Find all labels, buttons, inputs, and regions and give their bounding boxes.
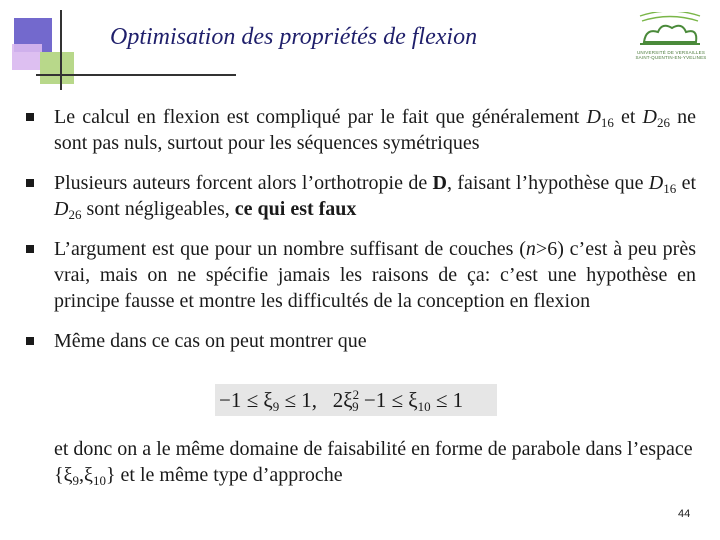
subscript: 26 xyxy=(657,115,670,130)
symbol-d: D xyxy=(586,106,601,128)
decor-vertical-line xyxy=(60,10,62,90)
subscript: 9 xyxy=(352,399,359,414)
symbol-d: D xyxy=(648,172,664,194)
bullet-square-icon xyxy=(26,245,34,253)
bullet-square-icon xyxy=(26,113,34,121)
bullet-square-icon xyxy=(26,179,34,187)
symbol-bold-d: D xyxy=(432,172,447,194)
slide-title: Optimisation des propriétés de flexion xyxy=(110,24,478,50)
text-part: et donc on a le même domaine de faisabilité en forme de parabole dans l’espace {ξ xyxy=(54,438,693,486)
formula-part: ≤ 1 xyxy=(430,388,464,412)
subscript: 9 xyxy=(72,473,80,488)
bullet-text: et xyxy=(613,106,643,128)
decor-square-lilac xyxy=(12,44,42,70)
logo-caption: UNIVERSITÉ DE VERSAILLES SAINT-QUENTIN-EN-YVELINES xyxy=(635,50,707,60)
decor-horizontal-line xyxy=(36,74,236,76)
superscript: 2 xyxy=(352,387,360,402)
formula-part: −1 ≤ ξ xyxy=(358,388,418,412)
bullet-text: sont négligeables, xyxy=(81,198,235,220)
bullet-text: L’argument est que pour un nombre suffisant de couches ( xyxy=(54,238,526,260)
bullet-text: Plusieurs auteurs forcent alors l’orthotropie de xyxy=(54,172,433,194)
symbol-d: D xyxy=(54,198,69,220)
subscript: 10 xyxy=(417,399,431,414)
subscript: 26 xyxy=(68,207,82,222)
bullet-item xyxy=(26,236,696,314)
bullet-item xyxy=(26,328,696,354)
symbol-d: D xyxy=(642,106,657,128)
bullet-list xyxy=(26,104,696,354)
formula-part: ≤ 1, 2ξ xyxy=(279,388,353,412)
text-part: } et le même type d’approche xyxy=(105,464,343,486)
bullet-item xyxy=(26,104,696,156)
formula-part: −1 ≤ ξ xyxy=(219,388,273,412)
bullet-text: >6) c’est à peu près vrai, mais on ne spécifie jamais les raisons de ça: c’est une hypothèse en principe fausse et montre les difficultés de la conception en flexion xyxy=(54,238,696,312)
symbol-n: n xyxy=(525,238,536,260)
bullet-item xyxy=(26,170,696,222)
bullet-text: Le calcul en flexion est compliqué par le fait que généralement xyxy=(54,106,587,128)
inequality-formula xyxy=(215,384,497,416)
conclusion-text xyxy=(54,436,694,488)
subscript: 16 xyxy=(663,181,677,196)
bullet-text: ne sont pas nuls, surtout pour les séquences symétriques xyxy=(54,106,696,154)
bullet-text: Même dans ce cas on peut montrer que xyxy=(54,330,367,352)
bold-emphasis: ce qui est faux xyxy=(234,198,357,220)
bullet-text: et xyxy=(676,172,697,194)
bullet-text: , faisant l’hypothèse que xyxy=(446,172,649,194)
subscript: 10 xyxy=(92,473,106,488)
decor-square-green xyxy=(40,52,74,84)
bullet-square-icon xyxy=(26,337,34,345)
subscript: 16 xyxy=(600,115,614,130)
subscript: 9 xyxy=(272,399,280,414)
page-number: 44 xyxy=(678,508,691,520)
text-part: ,ξ xyxy=(79,464,93,486)
